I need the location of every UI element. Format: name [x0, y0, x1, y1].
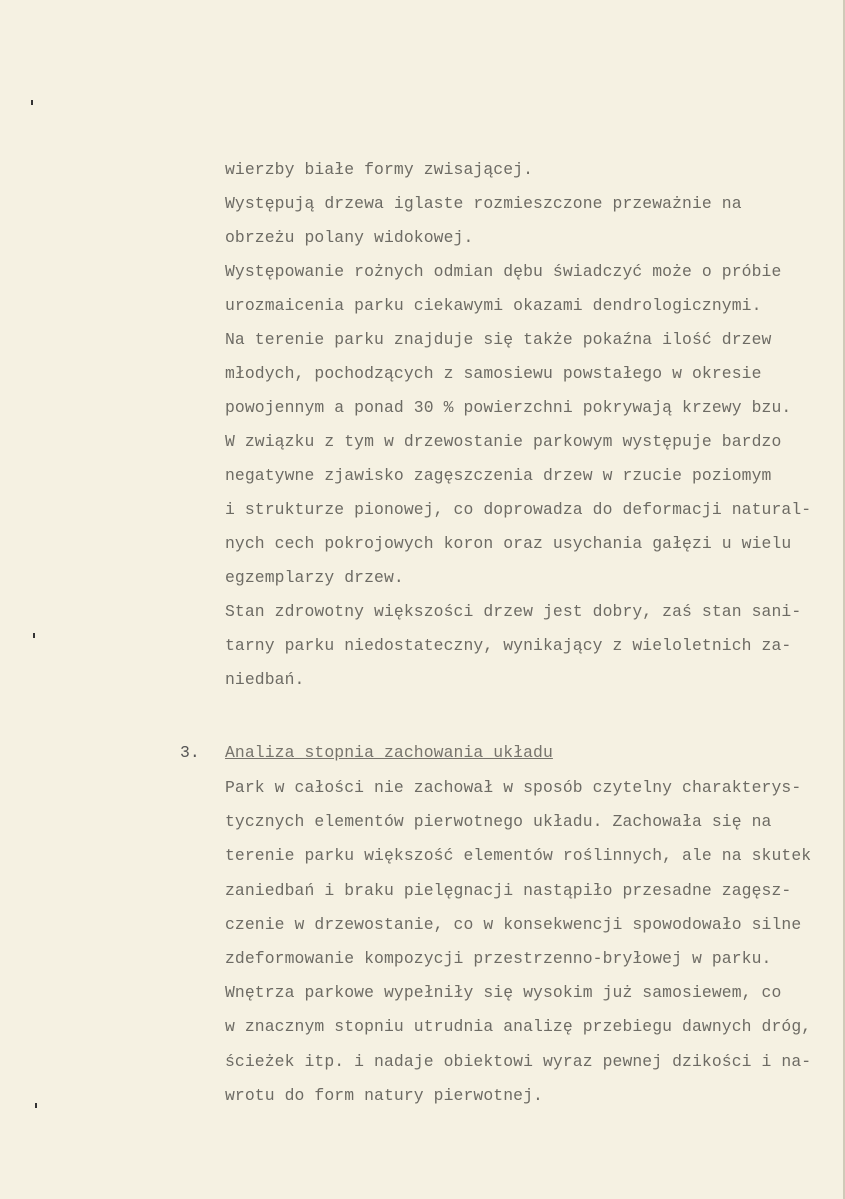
- text-line: Park w całości nie zachował w sposób czytelny charakterys-: [225, 778, 802, 797]
- text-line: i strukturze pionowej, co doprowadza do deformacji natural-: [225, 500, 812, 519]
- text-line: czenie w drzewostanie, co w konsekwencji spowodowało silne: [225, 914, 802, 934]
- section-heading: Analiza stopnia zachowania układu: [225, 743, 553, 762]
- text-line: powojennym a ponad 30 % powierzchni pokrywają krzewy bzu.: [225, 398, 792, 417]
- text-line: tarny parku niedostateczny, wynikający z wieloletnich za-: [225, 636, 792, 655]
- margin-mark: [31, 100, 33, 105]
- text-line: niedbań.: [225, 670, 305, 689]
- margin-mark: [35, 1103, 37, 1108]
- text-line: Występowanie rożnych odmian dębu świadczyć może o próbie: [225, 262, 782, 281]
- text-line: tycznych elementów pierwotnego układu. Zachowała się na: [225, 812, 772, 832]
- text-line: zaniedbań i braku pielęgnacji nastąpiło przesadne zagęsz-: [225, 880, 792, 900]
- text-line: Wnętrza parkowe wypełniły się wysokim już samosiewem, co: [225, 983, 782, 1003]
- text-line: W związku z tym w drzewostanie parkowym występuje bardzo: [225, 432, 782, 451]
- text-line: obrzeżu polany widokowej.: [225, 228, 474, 247]
- text-line: Stan zdrowotny większości drzew jest dobry, zaś stan sani-: [225, 602, 802, 621]
- text-line: wrotu do form natury pierwotnej.: [225, 1085, 543, 1105]
- text-line: Występują drzewa iglaste rozmieszczone przeważnie na: [225, 194, 742, 213]
- text-line: urozmaicenia parku ciekawymi okazami dendrologicznymi.: [225, 296, 762, 315]
- text-line: ścieżek itp. i nadaje obiektowi wyraz pewnej dzikości i na-: [225, 1051, 812, 1071]
- text-line: egzemplarzy drzew.: [225, 568, 404, 587]
- text-line: w znacznym stopniu utrudnia analizę przebiegu dawnych dróg,: [225, 1017, 812, 1037]
- margin-mark: [33, 633, 35, 638]
- text-line: Na terenie parku znajduje się także pokaźna ilość drzew: [225, 330, 772, 349]
- text-line: negatywne zjawisko zagęszczenia drzew w rzucie poziomym: [225, 466, 772, 485]
- text-line: zdeformowanie kompozycji przestrzenno-bryłowej w parku.: [225, 949, 772, 968]
- text-line: terenie parku większość elementów roślinnych, ale na skutek: [225, 846, 812, 866]
- text-line: młodych, pochodzących z samosiewu powstałego w okresie: [225, 364, 762, 383]
- text-line: nych cech pokrojowych koron oraz usychania gałęzi u wielu: [225, 534, 792, 553]
- text-line: wierzby białe formy zwisającej.: [225, 160, 534, 179]
- section-number: 3.: [180, 743, 200, 762]
